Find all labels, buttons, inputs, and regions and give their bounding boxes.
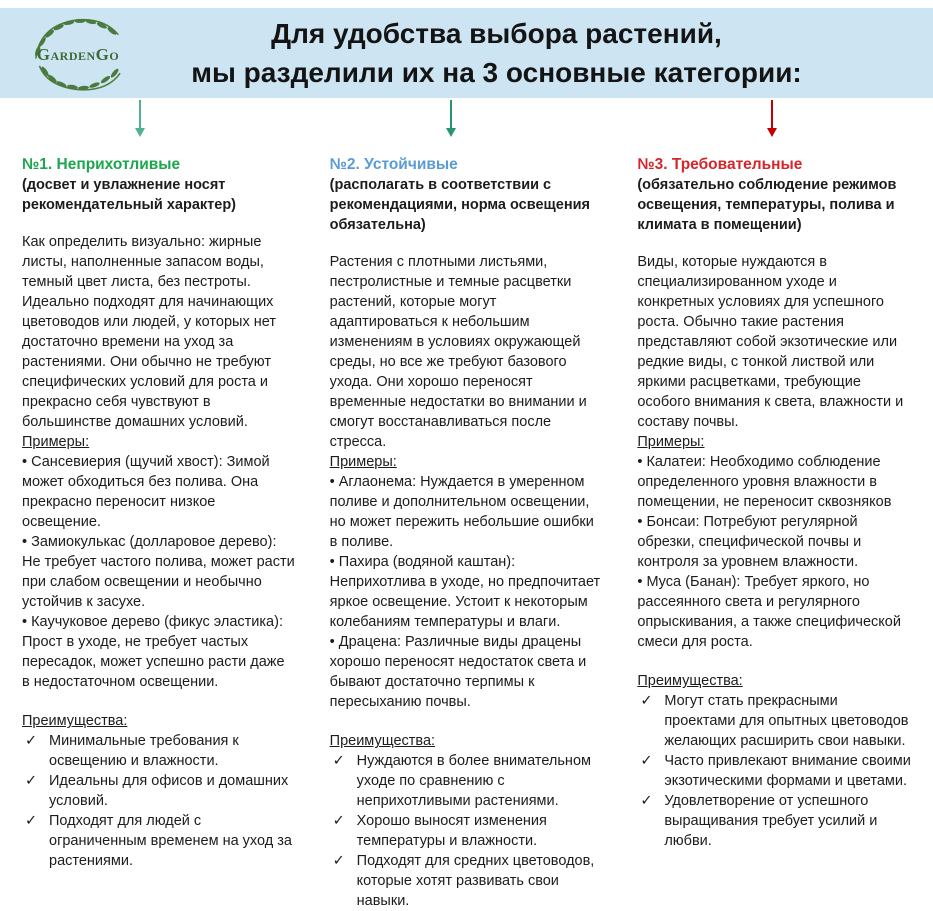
down-arrow-1: [139, 100, 141, 128]
category-2-heading: №2. Устойчивые: [329, 156, 458, 173]
category-3-subtitle: (обязательно соблюдение режимов освещения, температуры, полива и климата в помещении): [637, 177, 897, 234]
category-1-heading: №1. Неприхотливые: [22, 156, 181, 173]
category-column-3: [637, 154, 911, 911]
gardengo-logo: [22, 9, 134, 97]
advantage-item: ✓ Хорошо выносят изменения температуры и влажности.: [330, 811, 604, 851]
category-column-1: [22, 154, 296, 911]
arrows-row: [0, 98, 933, 146]
example-item: • Муса (Банан): Требует яркого, но рассеянного света и регулярного опрыскивания, а также специфической смеси для роста.: [637, 572, 911, 652]
down-arrow-2: [450, 100, 452, 128]
example-item: • Аглаонема: Нуждается в умеренном поливе и дополнительном освещении, но может пережить небольшие ошибки в поливе.: [330, 472, 604, 552]
example-item: • Пахира (водяной каштан): Неприхотлива в уходе, но предпочитает яркое освещение. Устоит к некоторым колебаниям температуры и влаги.: [330, 552, 604, 632]
logo-text: GardenGo: [36, 45, 120, 64]
category-2-description: Растения с плотными листьями, пестролистные и темные расцветки растений, которые могут адаптироваться к небольшим изменениям в условиях окружающей среды, но все же требуют базового ухода. Они хорошо переносят временные недостатки во внимании и смогут восстанавливаться после стресса.: [329, 254, 587, 451]
advantage-item: ✓ Минимальные требования к освещению и влажности.: [22, 731, 296, 771]
categories-container: [0, 146, 933, 911]
category-3-examples-label: Примеры:: [637, 434, 705, 451]
category-2-subtitle: (располагать в соответствии с рекомендациями, норма освещения обязательна): [329, 177, 590, 234]
title-line-2: мы разделили их на 3 основные категории:: [191, 57, 802, 88]
advantage-item: ✓ Идеальны для офисов и домашних условий.: [22, 771, 296, 811]
category-3-advantages: [637, 691, 911, 851]
category-3-heading: №3. Требовательные: [637, 156, 803, 173]
category-1-advantages-label: Преимущества:: [22, 713, 128, 730]
category-3-examples: [637, 452, 911, 652]
example-item: • Сансевиерия (щучий хвост): Зимой может обходиться без полива. Она прекрасно переносит низкое освещение.: [22, 452, 296, 532]
category-1-advantages: [22, 731, 296, 871]
category-3-description: Виды, которые нуждаются в специализированном уходе и конкретных условиях для успешного роста. Обычно такие растения представляют собой экзотические или редкие виды, с тонкой листвой или яркими расцветками, требующие особого внимания к света, влажности и составу почвы.: [637, 254, 904, 431]
category-2-advantages-label: Преимущества:: [329, 733, 436, 750]
advantage-item: ✓ Могут стать прекрасными проектами для опытных цветоводов желающих расширить свои навыки.: [637, 691, 911, 751]
category-2-advantages: [330, 751, 604, 911]
header-band: [0, 8, 933, 98]
example-item: • Бонсаи: Потребуют регулярной обрезки, специфической почвы и контроля за уровнем влажности.: [637, 512, 911, 572]
advantage-item: ✓ Подходят для людей с ограниченным временем на уход за растениями.: [22, 811, 296, 871]
advantage-item: ✓ Часто привлекают внимание своими экзотическими формами и цветами.: [637, 751, 911, 791]
page-title: [0, 14, 933, 92]
example-item: • Драцена: Различные виды драцены хорошо переносят недостаток света и бывают достаточно терпимы к пересыханию почвы.: [330, 632, 604, 712]
category-1-examples-label: Примеры:: [22, 434, 90, 451]
category-3-advantages-label: Преимущества:: [637, 673, 743, 690]
example-item: • Каучуковое дерево (фикус эластика): Прост в уходе, не требует частых пересадок, может успешно расти даже в недостаточном освещении.: [22, 612, 296, 692]
category-column-2: [330, 154, 604, 911]
category-1-examples: [22, 452, 296, 692]
title-line-1: Для удобства выбора растений,: [271, 17, 722, 49]
example-item: • Калатеи: Необходимо соблюдение определенного уровня влажности в помещении, не переносит сквозняков: [637, 452, 911, 512]
category-2-examples-label: Примеры:: [329, 454, 397, 471]
advantage-item: ✓ Удовлетворение от успешного выращивания требует усилий и любви.: [637, 791, 911, 851]
category-1-description: Как определить визуально: жирные листы, наполненные запасом воды, темный цвет листа, без пестроты. Идеально подходят для начинающих цветоводов или людей, у которых нет достаточно времени на уход за растениями. Они обычно не требуют специфических условий для роста и прекрасно себя чувствуют в большинстве домашних условий.: [22, 234, 276, 431]
example-item: • Замиокулькас (долларовое дерево): Не требует частого полива, может расти при слабом освещении и необычно устойчив к засухе.: [22, 532, 296, 612]
category-2-examples: [330, 472, 604, 712]
down-arrow-3: [771, 100, 773, 128]
advantage-item: ✓ Нуждаются в более внимательном уходе по сравнению с неприхотливыми растениями.: [330, 751, 604, 811]
category-1-subtitle: (досвет и увлажнение носят рекомендательный характер): [22, 177, 237, 214]
advantage-item: ✓ Подходят для средних цветоводов, которые хотят развивать свои навыки.: [330, 851, 604, 911]
